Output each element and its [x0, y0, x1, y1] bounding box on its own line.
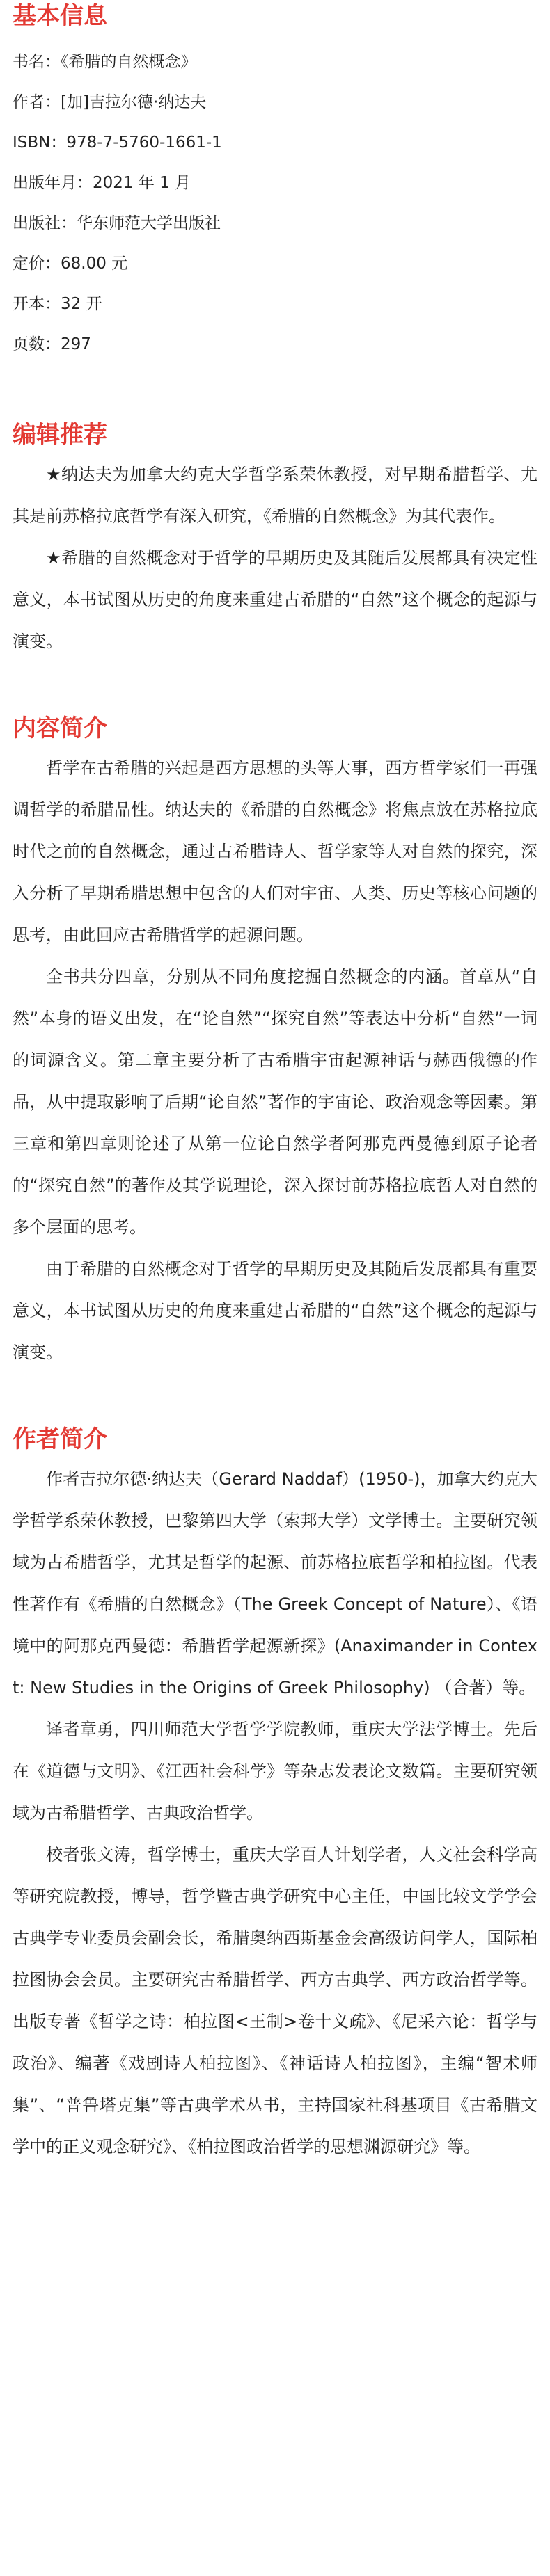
basic-info-section — [13, 0, 537, 353]
editor-recommendation-section — [13, 423, 537, 662]
recommendation-paragraph: ★希腊的自然概念对于哲学的早期历史及其随后发展都具有决定性意义，本书试图从历史的角度来重建古希腊的“自然”这个概念的起源与演变。 — [13, 548, 537, 651]
translator-paragraph: 译者章勇，四川师范大学哲学学院教师，重庆大学法学博士。先后在《道德与文明》、《江西社会科学》等杂志发表论文数篇。主要研究领域为古希腊哲学、古典政治哲学。 — [13, 1720, 537, 1823]
section-title-editor-recommendation: 编辑推荐 — [13, 421, 107, 449]
publish-date-line: 出版年月：2021 年 1 月 — [13, 174, 191, 192]
content-paragraph: 全书共分四章，分别从不同角度挖掘自然概念的内涵。首章从“自然”本身的语义出发，在“论自然”“探究自然”等表达中分析“自然”一词的词源含义。第二章主要分析了古希腊宇宙起源神话与赫西俄德的作品，从中提取影响了后期“论自然”著作的宇宙论、政治观念等因素。第三章和第四章则论述了从第一位论自然学者阿那克西曼德到原子论者的“探究自然”的著作及其学说理论，深入探讨前苏格拉底哲人对自然的多个层面的思考。 — [13, 967, 537, 1237]
author-paragraph: 作者吉拉尔德·纳达夫（Gerard Naddaf）(1950-)，加拿大约克大学哲学系荣休教授，巴黎第四大学（索邦大学）文学博士。主要研究领域为古希腊哲学，尤其是哲学的起源、前苏格拉底哲学和柏拉图。代表性著作有《希腊的自然概念》（The Greek Concept of Nature）、《语境中的阿那克西曼德：希腊哲学起源新探》(Anaximander in Context: New Studies in the Origins of Greek Philosophy) （合著）等。 — [13, 1469, 537, 1697]
section-title-content-intro: 内容简介 — [13, 714, 107, 742]
section-title-basic-info: 基本信息 — [13, 2, 107, 30]
author-line: 作者：[加]吉拉尔德·纳达夫 — [13, 93, 207, 111]
recommendation-paragraph: ★纳达夫为加拿大约克大学哲学系荣休教授，对早期希腊哲学、尤其是前苏格拉底哲学有深入研究，《希腊的自然概念》为其代表作。 — [13, 465, 537, 526]
content-paragraph: 由于希腊的自然概念对于哲学的早期历史及其随后发展都具有重要意义，本书试图从历史的角度来重建古希腊的“自然”这个概念的起源与演变。 — [13, 1259, 537, 1362]
publisher-line: 出版社：华东师范大学出版社 — [13, 214, 221, 232]
author-intro-section — [13, 1427, 537, 2168]
format-line: 开本：32 开 — [13, 295, 102, 313]
content-intro-section — [13, 714, 537, 1373]
price-line: 定价：68.00 元 — [13, 255, 128, 273]
content-paragraph: 哲学在古希腊的兴起是西方思想的头等大事，西方哲学家们一再强调哲学的希腊品性。纳达夫的《希腊的自然概念》将焦点放在苏格拉底时代之前的自然概念，通过古希腊诗人、哲学家等人对自然的探究，深入分析了早期希腊思想中包含的人们对宇宙、人类、历史等核心问题的思考，由此回应古希腊哲学的起源问题。 — [13, 758, 537, 945]
book-title-line: 书名：《希腊的自然概念》 — [13, 53, 197, 71]
proofreader-paragraph: 校者张文涛，哲学博士，重庆大学百人计划学者，人文社会科学高等研究院教授，博导，哲学暨古典学研究中心主任，中国比较文学学会古典学专业委员会副会长，希腊奥纳西斯基金会高级访问学人，国际柏拉图协会会员。主要研究古希腊哲学、西方古典学、西方政治哲学等。出版专著《哲学之诗：柏拉图<王制>卷十义疏》、《尼采六论：哲学与政治》、编著《戏剧诗人柏拉图》、《神话诗人柏拉图》，主编“智术师集”、“普鲁塔克集”等古典学术丛书，主持国家社科基项目《古希腊文学中的正义观念研究》、《柏拉图政治哲学的思想渊源研究》等。 — [13, 1845, 537, 2157]
isbn-line: ISBN：978-7-5760-1661-1 — [13, 134, 222, 152]
section-title-author-intro: 作者简介 — [13, 1425, 107, 1453]
pages-line: 页数：297 — [13, 335, 91, 353]
